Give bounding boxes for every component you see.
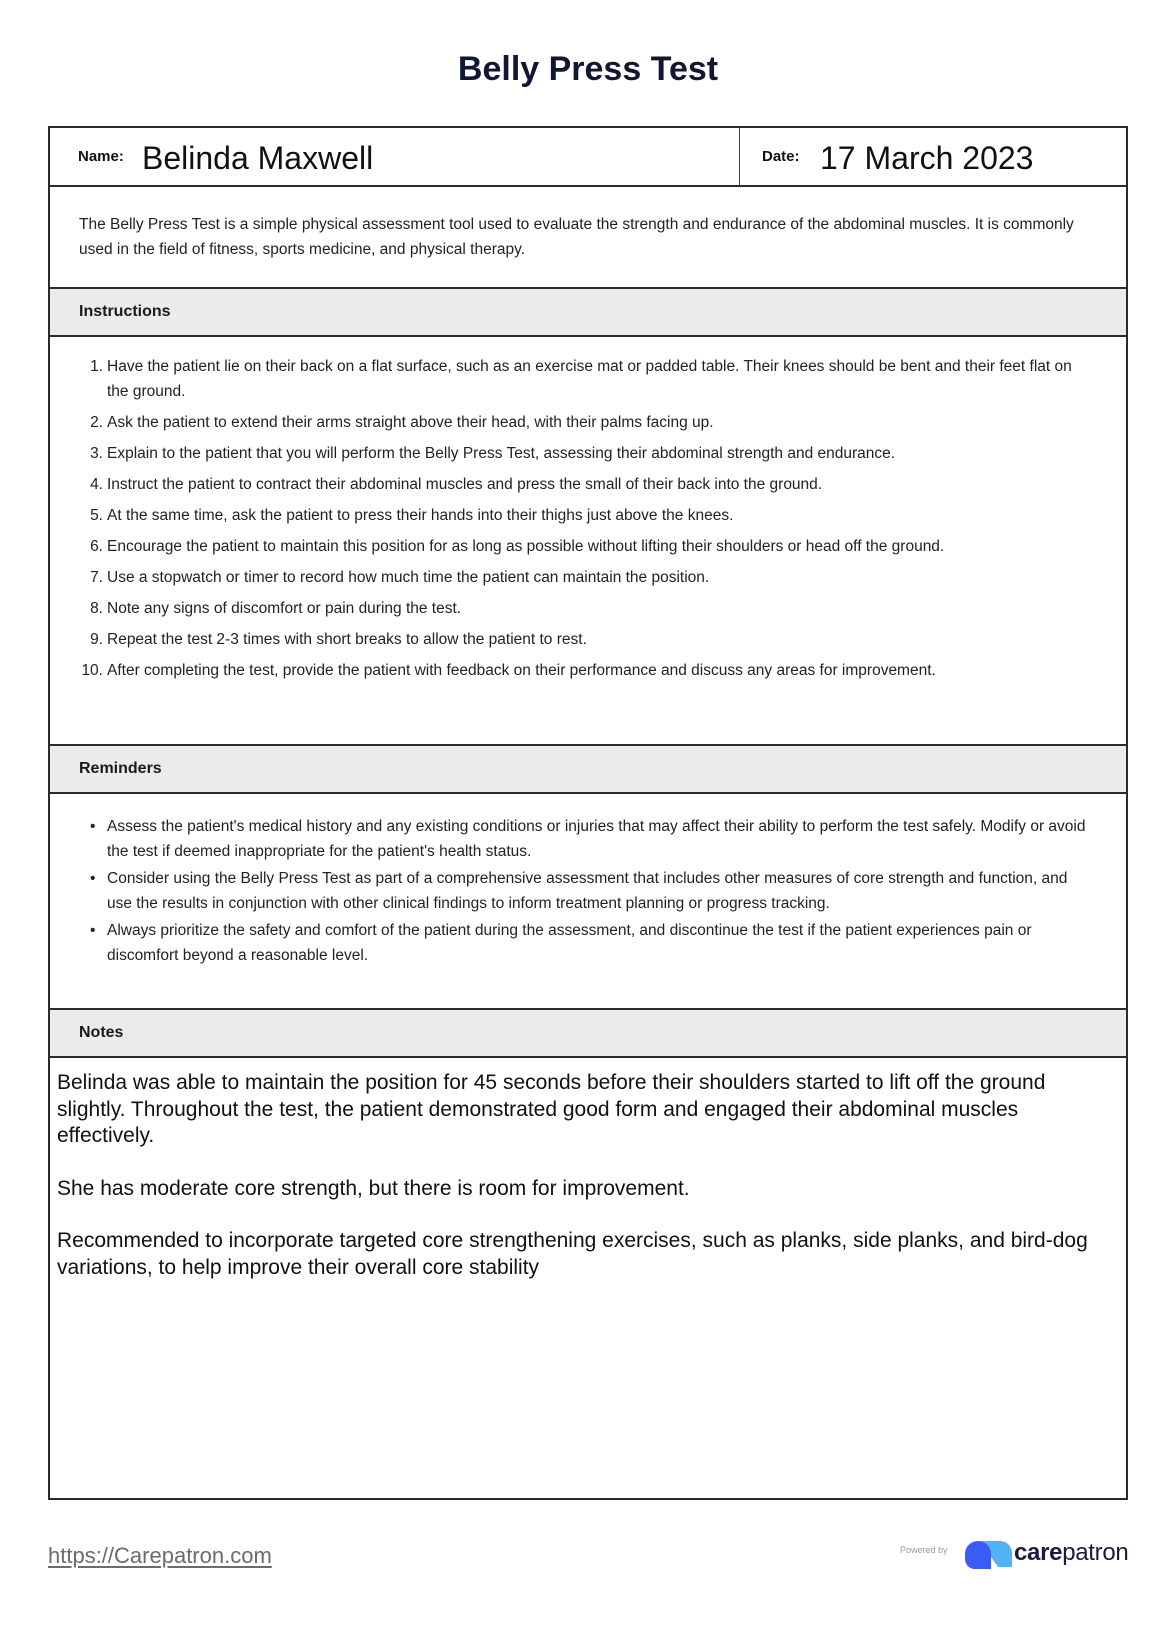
carepatron-link[interactable]: https://Carepatron.com (48, 1543, 272, 1568)
instruction-item: 8. Note any signs of discomfort or pain during the test. (90, 600, 462, 617)
instruction-item: 1. Have the patient lie on their back on a flat surface, such as an exercise mat or padded table. Their knees should be bent and their feet flat on the ground. (90, 358, 1072, 400)
name-value[interactable]: Belinda Maxwell (142, 140, 374, 176)
powered-by-label: Powered by (900, 1545, 948, 1555)
notes-paragraph: She has moderate core strength, but there is room for improvement. (57, 1176, 690, 1200)
page-title: Belly Press Test (457, 50, 719, 88)
patient-info-row (50, 128, 1126, 187)
instruction-item: 2. Ask the patient to extend their arms straight above their head, with their palms facing up. (90, 414, 714, 431)
notes-paragraph: Belinda was able to maintain the position for 45 seconds before their shoulders started to lift off the ground slightly. Throughout the test, the patient demonstrated good form and engaged their abdominal muscles effectively. (57, 1071, 1046, 1147)
instruction-item: 10. After completing the test, provide the patient with feedback on their performance and discuss any areas for improvement. (81, 662, 936, 679)
bullet-icon: • (90, 870, 96, 887)
bullet-icon: • (90, 922, 96, 939)
instruction-item: 7. Use a stopwatch or timer to record how much time the patient can maintain the position. (90, 569, 710, 586)
notes-heading: Notes (50, 1010, 1126, 1058)
test-description: The Belly Press Test is a simple physical assessment tool used to evaluate the strength and endurance of the abdominal muscles. It is commonly used in the field of fitness, sports medicine, and physical therapy. (50, 187, 1126, 289)
reminders-heading: Reminders (50, 746, 1126, 794)
date-label: Date: (762, 148, 800, 165)
instructions-section (50, 337, 1126, 746)
instruction-item: 9. Repeat the test 2-3 times with short breaks to allow the patient to rest. (90, 631, 587, 648)
instructions-list (50, 337, 1126, 683)
date-field[interactable] (740, 128, 1126, 185)
bullet-icon: • (90, 818, 96, 835)
reminder-item: • Assess the patient's medical history and any existing conditions or injuries that may affect their ability to perform the test safely. Modify or avoid the test if deemed inappropriate for the patient's health status. (50, 814, 1096, 864)
notes-textarea[interactable] (50, 1058, 1126, 1307)
reminders-section (50, 794, 1126, 1010)
date-value[interactable]: 17 March 2023 (820, 140, 1034, 176)
reminder-item: • Always prioritize the safety and comfort of the patient during the assessment, and discontinue the test if the patient experiences pain or discomfort beyond a reasonable level. (50, 918, 1096, 968)
name-label: Name: (78, 148, 124, 165)
name-field[interactable] (50, 128, 740, 185)
instruction-item: 6. Encourage the patient to maintain this position for as long as possible without lifting their shoulders or head off the ground. (90, 538, 945, 555)
notes-paragraph: Recommended to incorporate targeted core strengthening exercises, such as planks, side planks, and bird-dog variations, to help improve their overall core stability (57, 1229, 1088, 1279)
instruction-item: 3. Explain to the patient that you will perform the Belly Press Test, assessing their abdominal strength and endurance. (90, 445, 896, 462)
assessment-form (48, 126, 1128, 1500)
reminder-item: • Consider using the Belly Press Test as part of a comprehensive assessment that includes other measures of core strength and function, and use the results in conjunction with other clinical findings to inform treatment planning or progress tracking. (50, 866, 1096, 916)
reminders-list (50, 794, 1126, 968)
instruction-item: 4. Instruct the patient to contract their abdominal muscles and press the small of their back into the ground. (90, 476, 823, 493)
carepatron-brand[interactable] (900, 1535, 1128, 1575)
instruction-item: 5. At the same time, ask the patient to press their hands into their thighs just above the knees. (90, 507, 734, 524)
instructions-heading: Instructions (50, 289, 1126, 337)
carepatron-logo-icon (964, 1539, 1014, 1571)
carepatron-wordmark: carepatron (1014, 1539, 1129, 1566)
